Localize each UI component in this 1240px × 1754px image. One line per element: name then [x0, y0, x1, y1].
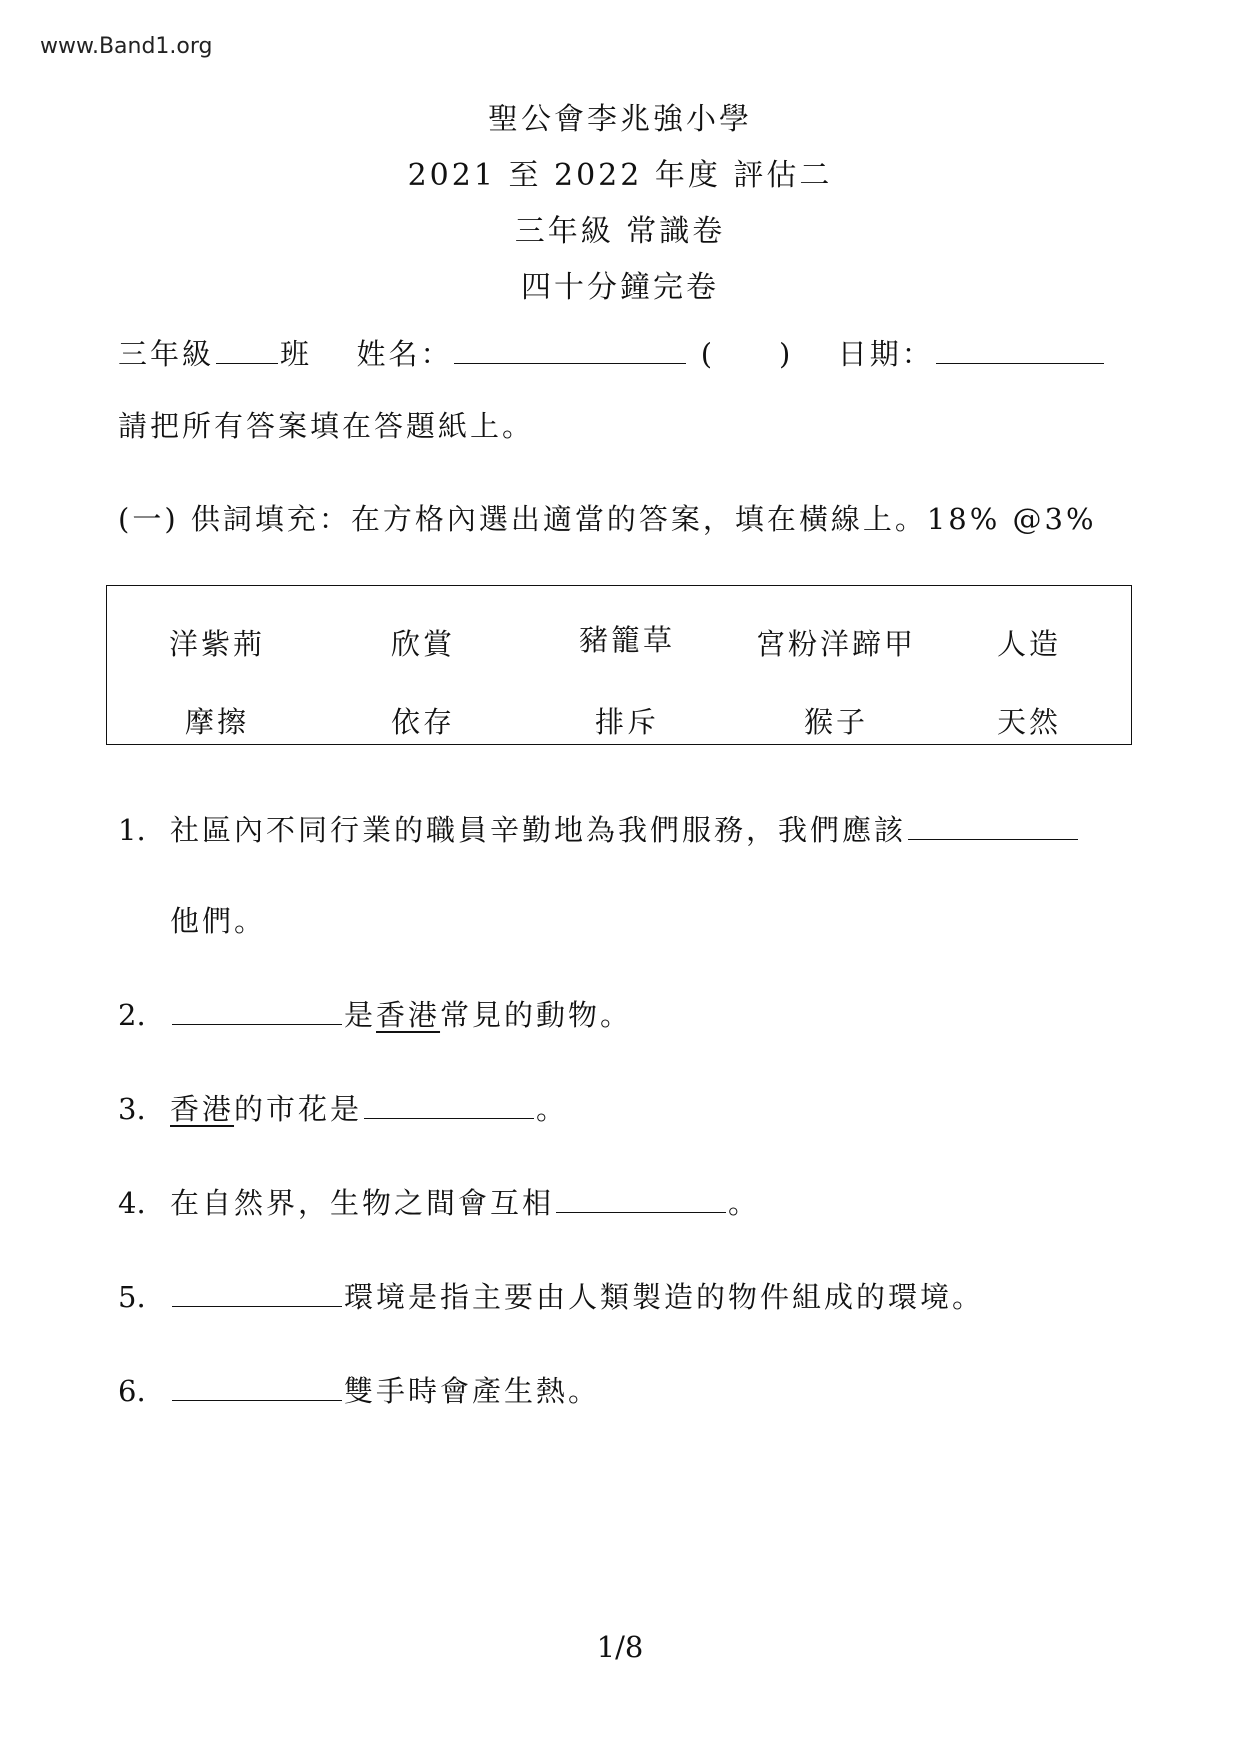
website-watermark: www.Band1.org [40, 34, 213, 59]
class-blank[interactable] [216, 362, 278, 364]
answer-blank[interactable] [172, 1305, 342, 1307]
question-text: 雙手時會產生熱。 [344, 1374, 601, 1408]
underlined-place-name: 香港 [170, 1092, 235, 1126]
school-name: 聖公會李兆強小學 [488, 102, 752, 137]
word-bank-item: 猴子 [803, 705, 868, 739]
class-label: 班 [280, 337, 313, 371]
answer-blank[interactable] [364, 1117, 534, 1119]
name-blank[interactable] [454, 362, 686, 364]
answer-blank[interactable] [172, 1023, 342, 1025]
question-number: 6. [118, 1374, 146, 1408]
question-number: 1. [118, 813, 146, 847]
section-1-title: (一) 供詞填充：在方格內選出適當的答案，填在橫線上。18% @3% [118, 502, 1097, 536]
word-bank-grid [107, 586, 1131, 744]
question-number: 3. [118, 1092, 146, 1126]
date-blank[interactable] [936, 362, 1104, 364]
student-info-line [118, 332, 1106, 373]
word-bank-item: 洋紫荊 [168, 627, 265, 661]
question-4 [118, 1181, 760, 1222]
question-number: 4. [118, 1186, 146, 1220]
question-3 [118, 1087, 568, 1128]
word-bank-box [106, 585, 1132, 745]
word-bank-item: 摩擦 [184, 705, 249, 739]
name-label: 姓名： [356, 337, 453, 371]
question-text: 是 [344, 998, 377, 1032]
question-number: 5. [118, 1280, 146, 1314]
underlined-place-name: 香港 [376, 998, 441, 1032]
page-number: 1/8 [596, 1630, 644, 1664]
question-text: 環境是指主要由人類製造的物件組成的環境。 [344, 1280, 985, 1314]
class-number-open: ( [700, 337, 716, 371]
question-text: 社區內不同行業的職員辛勤地為我們服務，我們應該 [170, 813, 907, 847]
question-1-continued: 他們。 [170, 904, 267, 938]
question-text: 的市花是 [234, 1092, 363, 1126]
exam-header [0, 92, 1240, 316]
word-bank-item: 依存 [390, 705, 455, 739]
word-bank-item: 豬籠草 [578, 623, 675, 657]
question-6 [118, 1369, 600, 1410]
question-end: 。 [728, 1186, 761, 1220]
class-number-close: ) [779, 337, 794, 371]
date-label: 日期： [837, 337, 934, 371]
instruction-text: 請把所有答案填在答題紙上。 [118, 409, 535, 443]
word-bank-item: 天然 [996, 705, 1061, 739]
question-1 [118, 808, 1080, 849]
word-bank-item: 排斥 [594, 705, 659, 739]
answer-blank[interactable] [908, 838, 1078, 840]
word-bank-item: 欣賞 [390, 627, 455, 661]
exam-duration: 四十分鐘完卷 [521, 270, 719, 305]
exam-year: 2021 至 2022 年度 評估二 [407, 158, 833, 193]
answer-blank[interactable] [556, 1211, 726, 1213]
answer-blank[interactable] [172, 1399, 342, 1401]
grade-label: 三年級 [118, 337, 215, 371]
question-text: 常見的動物。 [440, 998, 633, 1032]
word-bank-item: 人造 [996, 627, 1061, 661]
question-2 [118, 993, 632, 1034]
question-end: 。 [536, 1092, 569, 1126]
grade-subject: 三年級 常識卷 [514, 214, 726, 249]
question-number: 2. [118, 998, 146, 1032]
question-5 [118, 1275, 984, 1316]
question-text: 在自然界，生物之間會互相 [170, 1186, 555, 1220]
word-bank-item: 宮粉洋蹄甲 [755, 627, 916, 661]
